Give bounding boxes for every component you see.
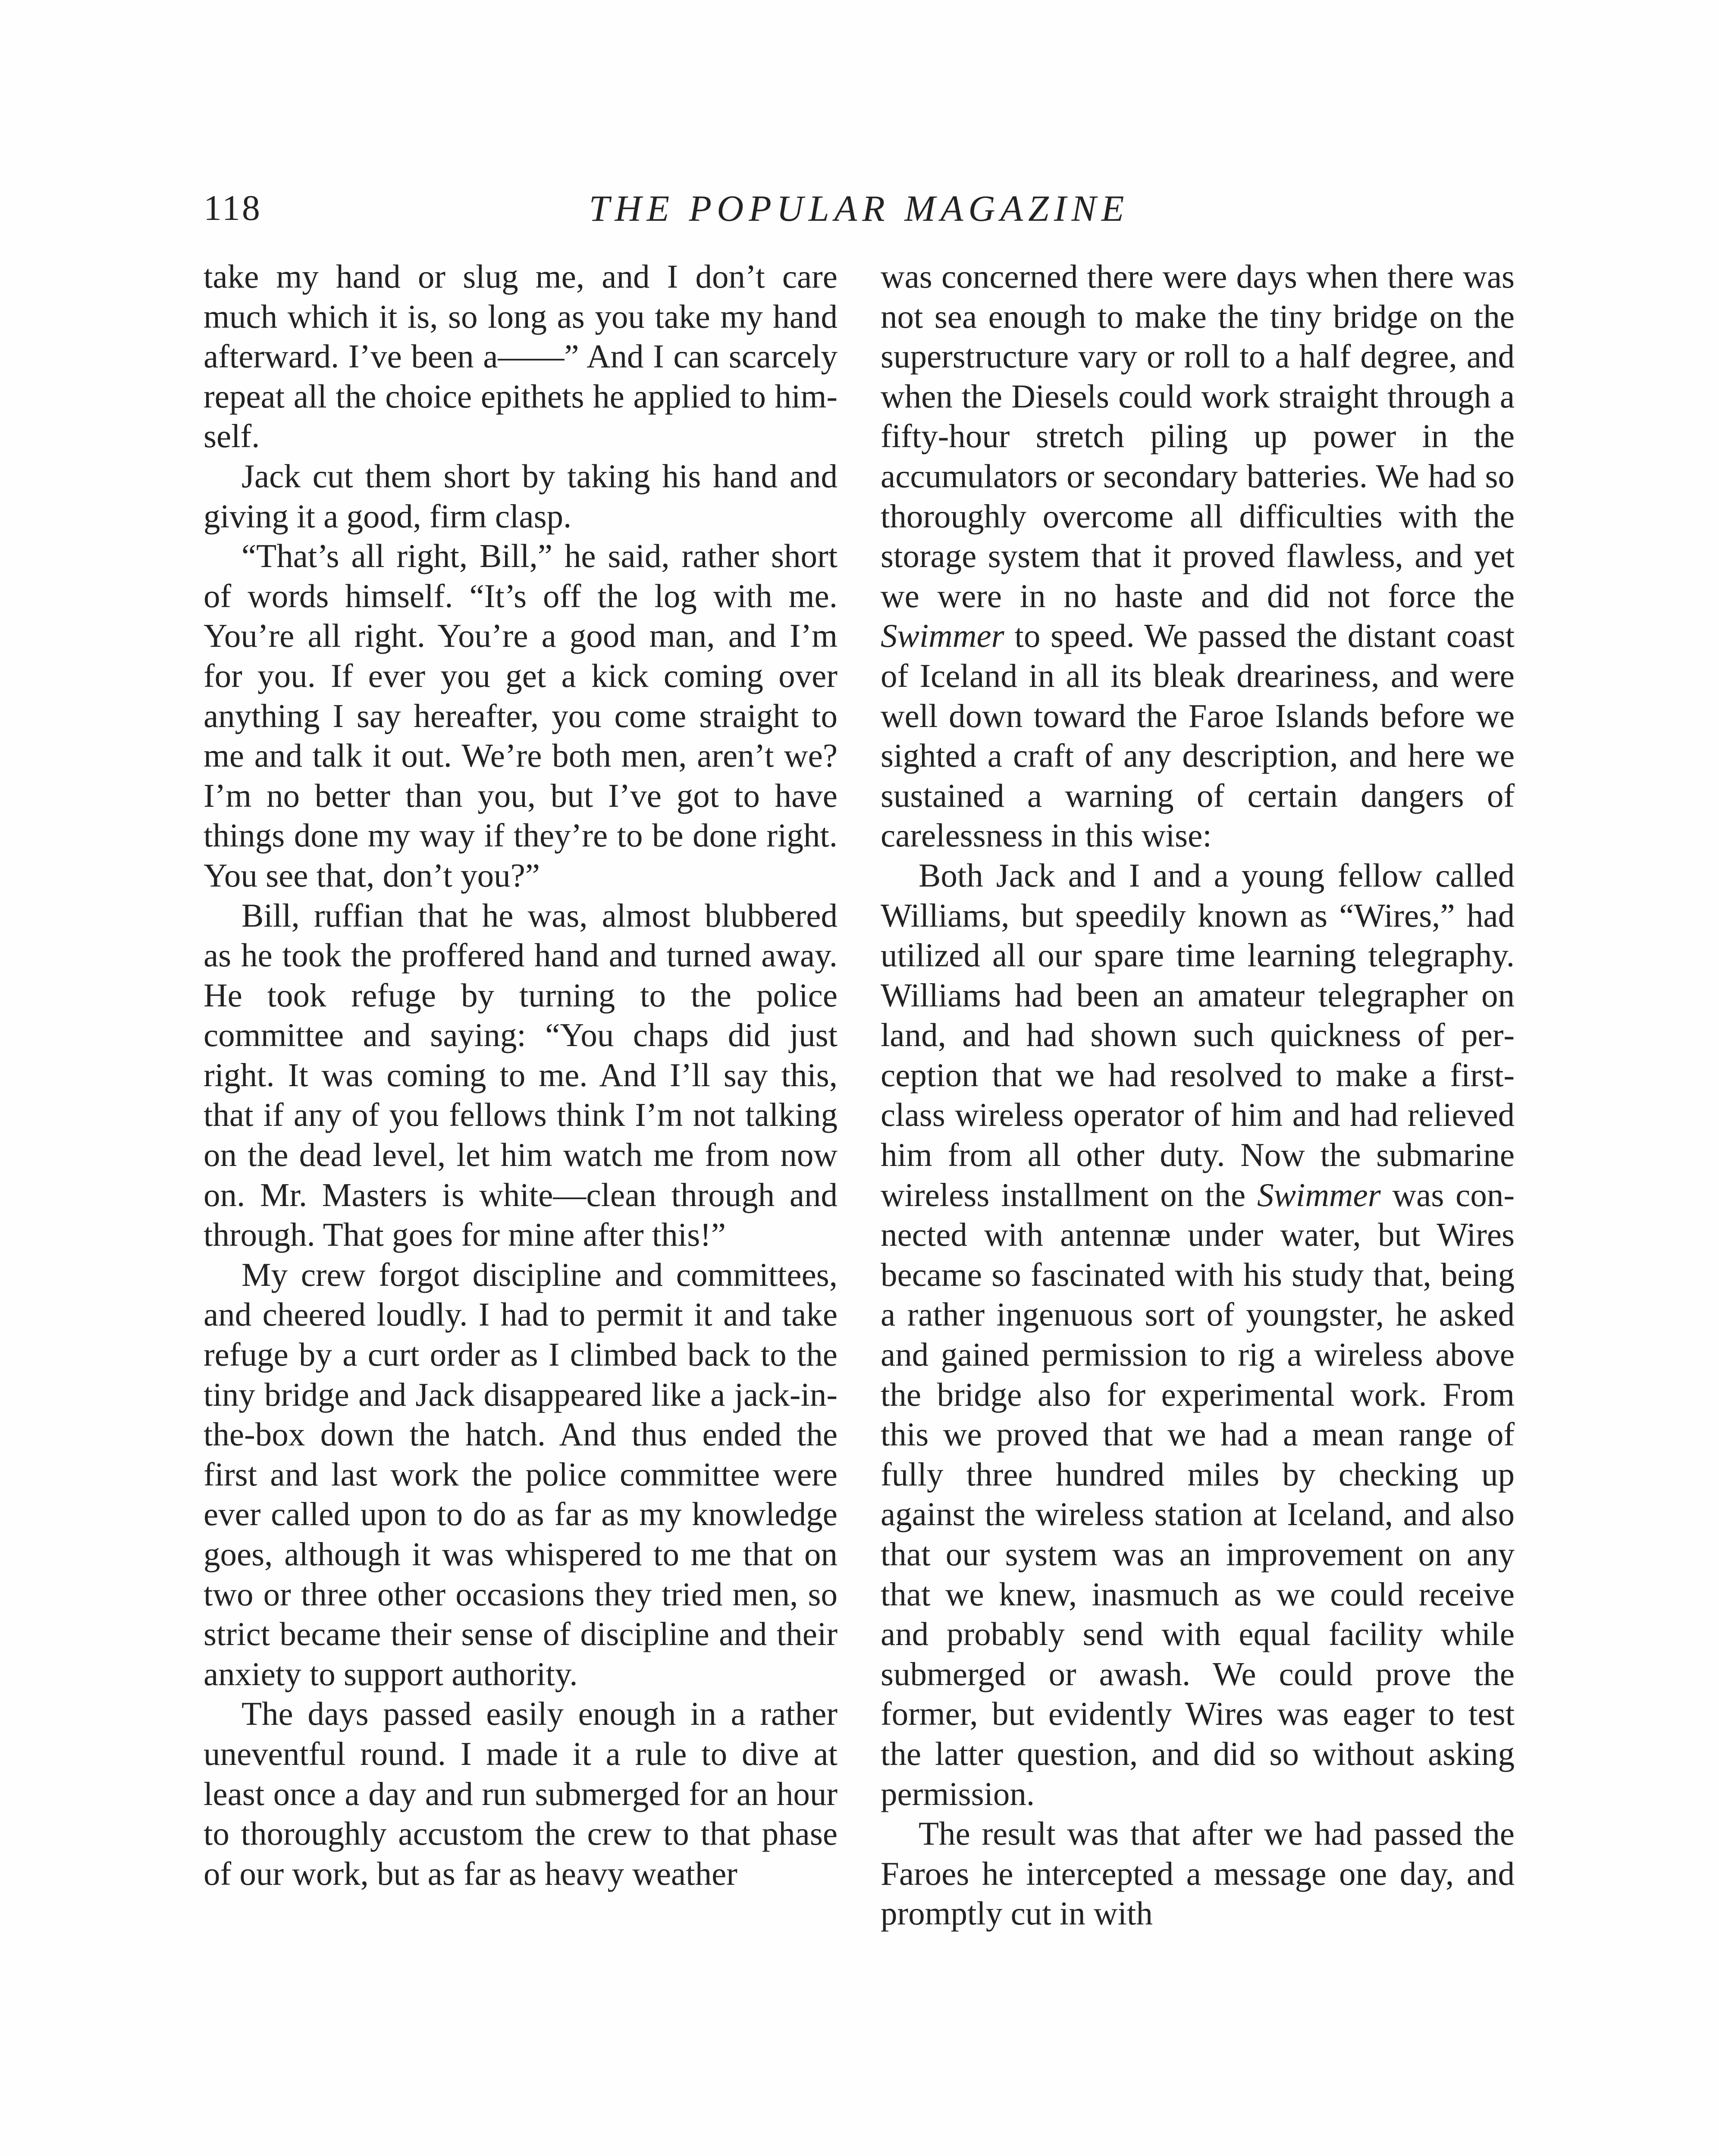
page-number: 118 [204, 188, 262, 228]
running-title: THE POPULAR MAGAZINE [589, 188, 1129, 229]
paragraph: Bill, ruffian that he was, almost blubbered as he took the proffered hand and turned away. He took refuge by turning to the police committee and saying: “You chaps did just right. It was coming to me. And I’ll say this, that if any of you fellows think I’m not talking on the dead level, let him watch me from now on. Mr. Masters is white—clean through and through. That goes for mine after this!” [204, 896, 838, 1253]
ship-name: Swimmer [1257, 1176, 1381, 1213]
paragraph: “That’s all right, Bill,” he said, rather short of words himself. “It’s off the log with me. You’re all right. You’re a good man, and I’m for you. If ever you get a kick coming over anything I say hereafter, you come straight to me and talk it out. We’re both men, aren’t we? I’m no better than you, but I’ve got to have things done my way if they’re to be done right. You see that, don’t you?” [204, 537, 838, 894]
paragraph: The result was that after we had passed the Faroes he intercepted a message one day, and promptly cut in with [881, 1815, 1515, 1932]
paragraph-text: was connected with antennæ under water, but Wires became so fascinated with his study that, being a rather ingenuous sort of youngster, he asked and gained permission to rig a wireless above the bridge also for experimental work. From this we proved that we had a mean range of fully three hundred miles by checking up against the wireless station at Iceland, and also that our system was an improvement on any that we knew, inasmuch as we could receive and probably send with equal facility while submerged or awash. We could prove the former, but evidently Wires was eager to test the latter question, and did so without asking permission. [881, 1176, 1515, 1812]
right-column [881, 257, 1515, 2156]
text-columns [0, 257, 1719, 2156]
ship-name: Swimmer [881, 617, 1004, 655]
paragraph: My crew forgot discipline and committees, and cheered loudly. I had to permit it and take refuge by a curt order as I climbed back to the tiny bridge and Jack disappeared like a jack-in-the-box down the hatch. And thus ended the first and last work the police committee were ever called upon to do as far as my knowledge goes, although it was whispered to me that on two or three other occasions they tried men, so strict became their sense of discipline and their anxiety to support authority. [204, 1256, 838, 1692]
paragraph [881, 856, 1515, 1814]
paragraph-text: was concerned there were days when there was not sea enough to make the tiny bridge on the superstructure vary or roll to a half degree, and when the Diesels could work straight through a fifty-hour stretch piling up power in the accumulators or secondary batteries. We had so thoroughly overcome all difficulties with the storage system that it proved flawless, and yet we were in no haste and did not force the [881, 258, 1515, 614]
paragraph-text: to speed. We passed the distant coast of Iceland in all its bleak dreariness, and were well down toward the Faroe Islands before we sighted a craft of any description, and here we sustained a warning of certain dangers of carelessness in this wise: [881, 617, 1515, 854]
paragraph-text: Both Jack and I and a young fellow called Williams, but speedily known as “Wires,” had utilized all our spare time learning telegraphy. Williams had been an amateur telegrapher on land, and had shown such quickness of perception that we had resolved to make a first-class wireless operator of him and had relieved him from all other duty. Now the submarine wireless installment on the [881, 856, 1515, 1213]
paragraph: take my hand or slug me, and I don’t care much which it is, so long as you take my hand afterward. I’ve been a——” And I can scarcely repeat all the choice epithets he applied to himself. [204, 258, 838, 455]
left-column [204, 257, 838, 2156]
paragraph: The days passed easily enough in a rather uneventful round. I made it a rule to dive at least once a day and run submerged for an hour to thoroughly accustom the crew to that phase of our work, but as far as heavy weather [204, 1695, 838, 1892]
page-header [204, 185, 1515, 232]
paragraph: Jack cut them short by taking his hand and giving it a good, firm clasp. [204, 457, 838, 535]
paragraph [881, 257, 1515, 856]
